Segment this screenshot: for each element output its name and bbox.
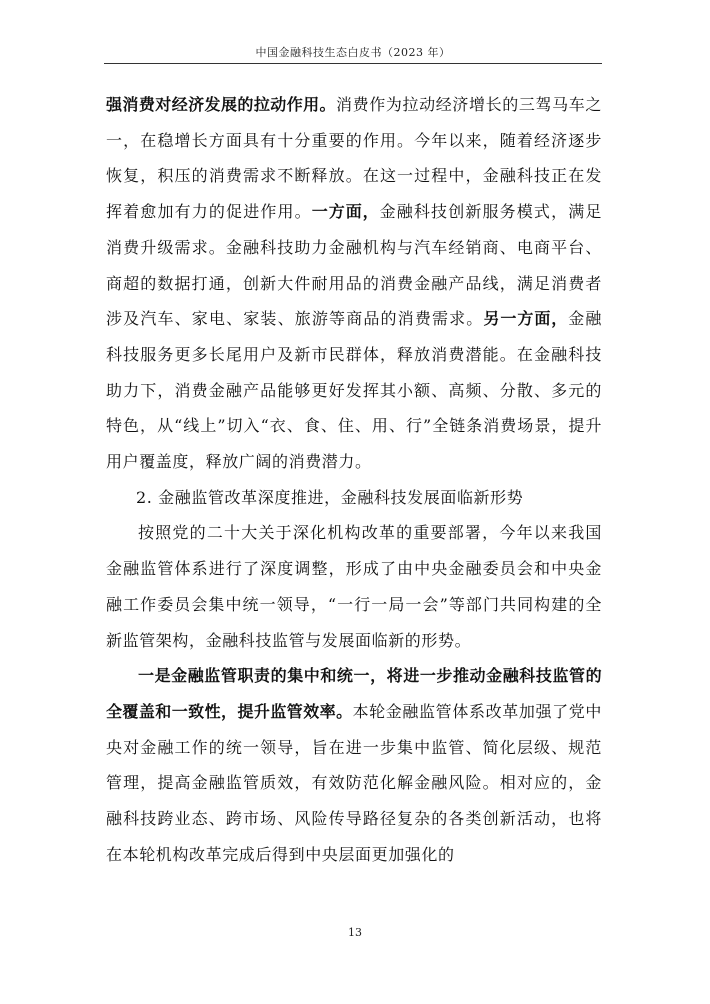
paragraph-regulatory-reform: 按照党的二十大关于深化机构改革的重要部署，今年以来我国金融监管体系进行了深度调整，形成了由中央金融委员会和中央金融工作委员会集中统一领导，“一行一局一会”等部门共同构建的全新监管架构，金融科技监管与发展面临新的形势。: [106, 523, 602, 650]
paragraph-consumption: [106, 87, 602, 480]
bold-lead-consumption: 强消费对经济发展的拉动作用。: [106, 95, 336, 114]
paragraph-first-point: [106, 658, 602, 872]
paragraph-text: 金融科技服务更多长尾用户及新市民群体，释放消费潜能。在金融科技助力下，消费金融产品能够更好发挥其小额、高频、分散、多元的特色，从“线上”切入“衣、食、住、用、行”全链条消费场景，提升用户覆盖度，释放广阔的消费潜力。: [106, 309, 603, 472]
running-header: 中国金融科技生态白皮书（2023 年）: [255, 46, 451, 59]
paragraph-text: 消费作为拉动经济增长的三驾马车之一，在稳增长方面具有十分重要的作用。今年以来，随着经济逐步恢复，积压的消费需求不断释放。在这一过程中，金融科技正在发挥着愈加有力的促进作用。: [106, 95, 602, 222]
section-heading: 2. 金融监管改革深度推进，金融科技发展面临新形势: [136, 487, 524, 507]
bold-on-other-hand: 另一方面，: [483, 309, 569, 329]
bold-on-one-hand: 一方面，: [311, 202, 380, 222]
body-text: [106, 87, 602, 872]
paragraph-text: 金融科技创新服务模式，满足消费升级需求。金融科技助力金融机构与汽车经销商、电商平台、商超的数据打通，创新大件耐用品的消费金融产品线，满足消费者涉及汽车、家电、家装、旅游等商品的消费需求。: [106, 202, 602, 329]
header-divider: [104, 63, 602, 64]
page-number: 13: [348, 926, 362, 939]
paragraph-text: 本轮金融监管体系改革加强了党中央对金融工作的统一领导，旨在进一步集中监管、简化层级、规范管理，提高金融监管质效，有效防范化解金融风险。相对应的，金融科技跨业态、跨市场、风险传导路径复杂的各类创新活动，也将在本轮机构改革完成后得到中央层面更加强化的: [106, 701, 602, 864]
bold-first-point: 一是金融监管职责的集中和统一，将进一步推动金融科技监管的全覆盖和一致性，提升监管效率。: [106, 666, 602, 721]
